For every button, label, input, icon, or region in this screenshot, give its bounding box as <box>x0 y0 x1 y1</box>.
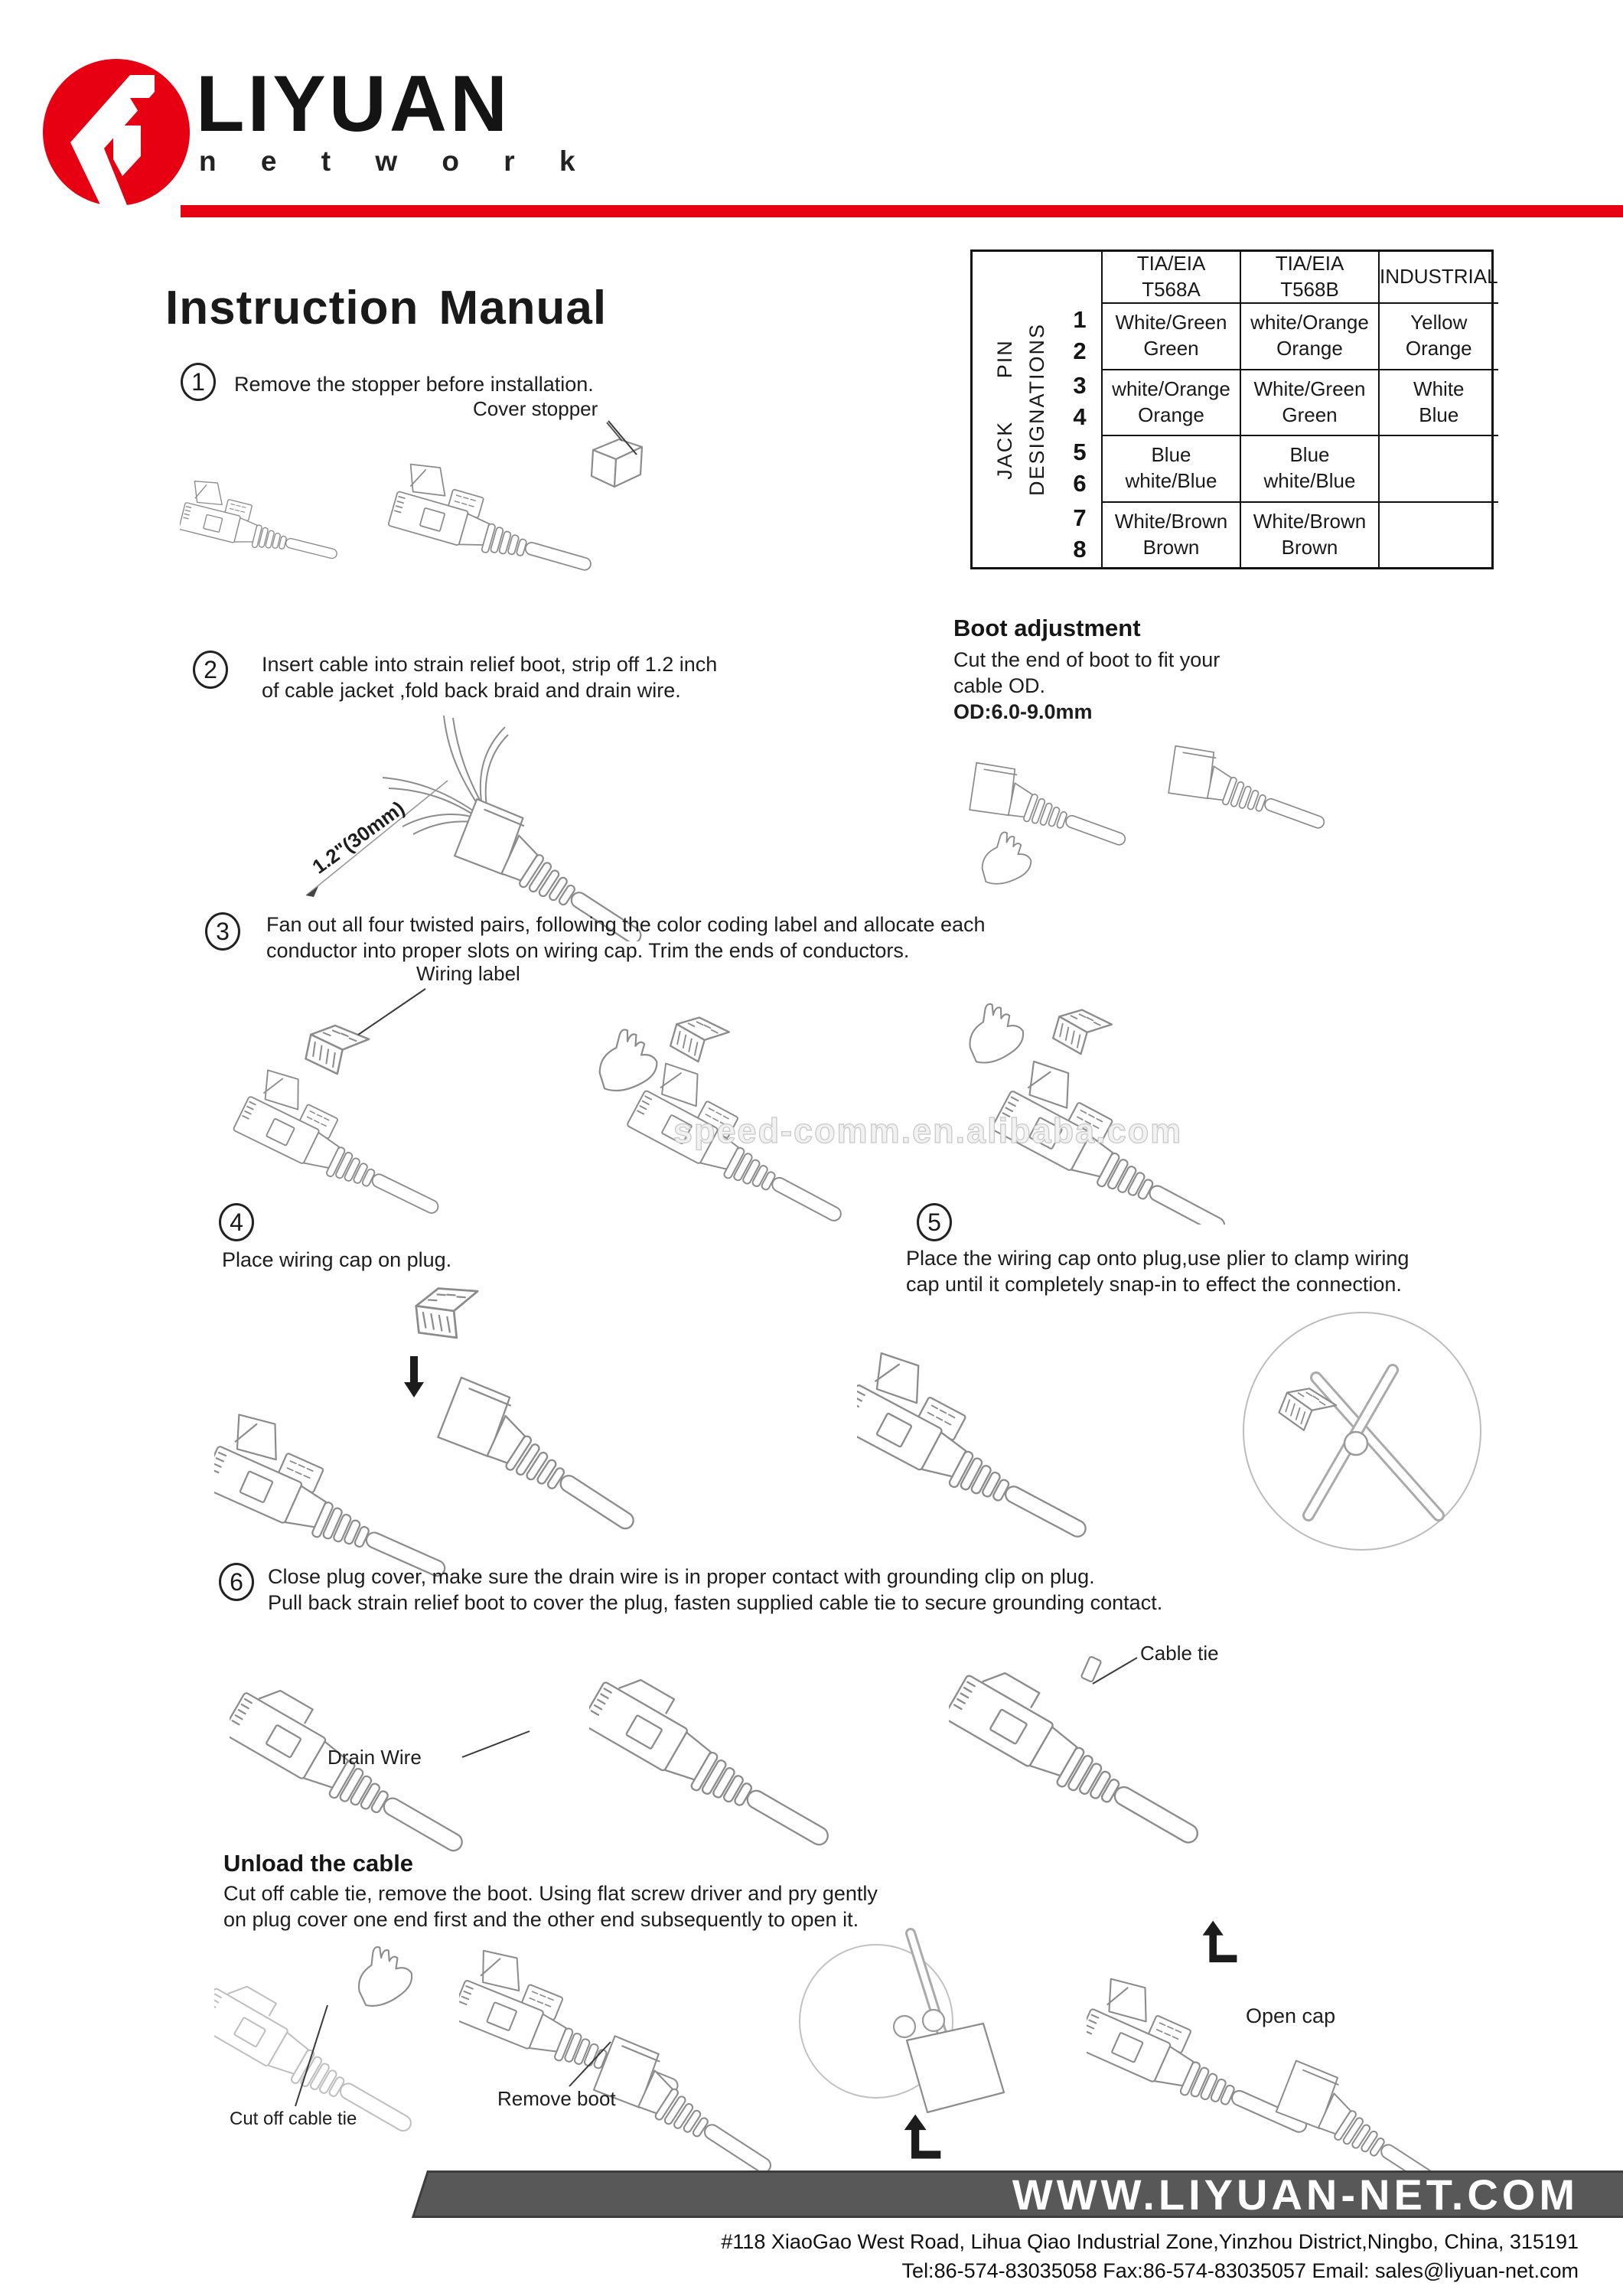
cell-text: White/Brown <box>1114 509 1228 533</box>
cell-r1-industrial <box>1378 302 1498 369</box>
step6-diagram-2 <box>589 1618 957 1878</box>
cell-r3-industrial <box>1378 435 1498 501</box>
brand-subtitle: n e t w o r k <box>199 145 594 177</box>
step2-line1: Insert cable into strain relief boot, strip off 1.2 inch <box>262 653 718 676</box>
header-t568b-line1: TIA/EIA <box>1275 252 1344 276</box>
remove-boot-label: Remove boot <box>497 2087 616 2110</box>
unload-diagram-3 <box>788 1926 1094 2178</box>
pin-table-grid <box>1101 252 1498 567</box>
cell-r1-t568a <box>1103 302 1240 369</box>
cell-text: White/Green <box>1253 377 1366 400</box>
side-label-line2: DESIGNATIONS <box>1025 322 1048 497</box>
step6-number: 6 <box>219 1563 254 1601</box>
pin-2: 2 <box>1073 337 1087 364</box>
footer-contact: Tel:86-574-83035058 Fax:86-574-83035057 Email: sales@liyuan-net.com <box>901 2259 1579 2282</box>
step5-number: 5 <box>917 1203 952 1241</box>
step1-diagram <box>180 413 685 628</box>
pliers-inset <box>1243 1313 1481 1550</box>
cut-off-cable-tie-label: Cut off cable tie <box>230 2108 357 2129</box>
pin-numbers-column <box>1058 302 1101 567</box>
unload-diagram-2 <box>459 1918 826 2170</box>
cell-r3-t568b <box>1240 435 1378 501</box>
page-title: Instruction Manual <box>165 282 608 334</box>
pin-8: 8 <box>1073 536 1087 563</box>
unload-heading: Unload the cable <box>223 1850 414 1877</box>
pin-7: 7 <box>1073 504 1087 532</box>
unload-line1: Cut off cable tie, remove the boot. Using flat screw driver and pry gently <box>223 1882 878 1905</box>
cell-text: Yellow <box>1410 311 1468 334</box>
cell-r1-t568b <box>1240 302 1378 369</box>
pin-1: 1 <box>1073 305 1087 333</box>
watermark: speed-comm.en.alibaba.com <box>673 1111 1183 1150</box>
cell-text: Brown <box>1142 535 1200 559</box>
step1-text: Remove the stopper before installation. <box>234 373 594 396</box>
header-t568b-line2: T568B <box>1280 278 1339 301</box>
cell-text: Orange <box>1405 337 1472 360</box>
cell-text: white/Blue <box>1263 469 1356 493</box>
pin-table-side <box>973 252 1101 567</box>
pin-band-34 <box>1058 369 1101 435</box>
pin-band-12 <box>1058 302 1101 369</box>
boot-adjustment-heading: Boot adjustment <box>953 615 1141 641</box>
header-t568a-line2: T568A <box>1142 278 1201 301</box>
pin-band-56 <box>1058 435 1101 501</box>
footer-address: #118 XiaoGao West Road, Lihua Qiao Industrial Zone,Yinzhou District,Ningbo, China, 315191 <box>721 2230 1579 2253</box>
pin-band-78 <box>1058 501 1101 568</box>
boot-adjustment-line2: cable OD. <box>953 674 1046 697</box>
step3-line1: Fan out all four twisted pairs, following the color coding label and allocate each <box>266 913 986 936</box>
header-t568a-line1: TIA/EIA <box>1136 252 1206 276</box>
cell-text: Blue <box>1151 443 1191 467</box>
cell-text: white/Orange <box>1112 377 1230 400</box>
step3-diagram-1 <box>230 989 551 1218</box>
step2-number: 2 <box>193 651 228 689</box>
boot-adjustment-diagram <box>945 718 1389 917</box>
step5-line1: Place the wiring cap onto plug,use plier to clamp wiring <box>906 1247 1410 1270</box>
pin-designation-table <box>970 249 1498 569</box>
boot-adjustment-od: OD:6.0-9.0mm <box>953 700 1093 723</box>
cell-text: white/Orange <box>1250 311 1369 334</box>
cell-r3-t568a <box>1103 435 1240 501</box>
cell-r4-t568a <box>1103 501 1240 568</box>
cell-text: Green <box>1143 337 1199 360</box>
step2-dimension-label: 1.2"(30mm) <box>308 796 409 879</box>
cover-stopper-label: Cover stopper <box>473 397 598 420</box>
cell-text: Orange <box>1138 403 1204 426</box>
step6-line1: Close plug cover, make sure the drain wire is in proper contact with grounding clip on plug. <box>268 1565 1095 1588</box>
step3-diagram-3 <box>903 980 1324 1225</box>
cell-text: Blue <box>1419 403 1459 426</box>
step4-text: Place wiring cap on plug. <box>222 1248 452 1271</box>
step2-line2: of cable jacket ,fold back braid and drain wire. <box>262 679 681 702</box>
cell-text: white/Blue <box>1125 469 1217 493</box>
pin-5: 5 <box>1073 438 1087 465</box>
pin-4: 4 <box>1073 403 1087 431</box>
pin-3: 3 <box>1073 372 1087 400</box>
step3-line2: conductor into proper slots on wiring cap. Trim the ends of conductors. <box>266 939 910 962</box>
unload-line2: on plug cover one end first and the other end subsequently to open it. <box>223 1908 859 1931</box>
header-red-bar <box>181 205 1623 217</box>
step5-diagram <box>857 1286 1561 1592</box>
cable-tie-label: Cable tie <box>1140 1642 1219 1665</box>
step1-number: 1 <box>181 363 216 401</box>
step6-line2: Pull back strain relief boot to cover the plug, fasten supplied cable tie to secure grounding contact. <box>268 1591 1163 1614</box>
cell-r2-t568b <box>1240 369 1378 435</box>
cell-r4-t568b <box>1240 501 1378 568</box>
step5-line2: cap until it completely snap-in to effect the connection. <box>906 1273 1402 1296</box>
cell-r4-industrial <box>1378 501 1498 568</box>
step3-diagram-2 <box>566 986 926 1223</box>
wiring-label: Wiring label <box>416 962 520 985</box>
cell-text: Orange <box>1276 337 1343 360</box>
header-industrial <box>1378 252 1498 302</box>
cell-text: Brown <box>1281 535 1338 559</box>
step3-number: 3 <box>205 912 240 951</box>
header-t568b <box>1240 252 1378 302</box>
side-label-line1: JACK PIN <box>992 339 1016 480</box>
unload-diagram-4 <box>1087 1913 1530 2174</box>
cell-r2-industrial <box>1378 369 1498 435</box>
step4-diagram <box>214 1280 735 1593</box>
cell-text: White/Green <box>1115 311 1227 334</box>
cell-text: White <box>1413 377 1465 400</box>
boot-adjustment-line1: Cut the end of boot to fit your <box>953 648 1221 671</box>
footer-website: WWW.LIYUAN-NET.COM <box>1012 2170 1579 2219</box>
brand-name: LIYUAN <box>196 60 511 148</box>
cell-text: Blue <box>1289 443 1330 467</box>
cell-text: White/Brown <box>1253 509 1367 533</box>
drain-wire-label: Drain Wire <box>328 1746 422 1769</box>
pin-6: 6 <box>1073 469 1087 497</box>
header-t568a <box>1103 252 1240 302</box>
header-industrial-text: INDUSTRIAL <box>1380 265 1498 289</box>
brand-logo-icon <box>40 52 193 213</box>
step2-diagram <box>253 704 758 941</box>
open-cap-label: Open cap <box>1246 2004 1336 2027</box>
cell-r2-t568a <box>1103 369 1240 435</box>
step4-number: 4 <box>219 1203 254 1241</box>
pin-table-side-label <box>989 249 1054 570</box>
cell-text: Green <box>1282 403 1338 426</box>
